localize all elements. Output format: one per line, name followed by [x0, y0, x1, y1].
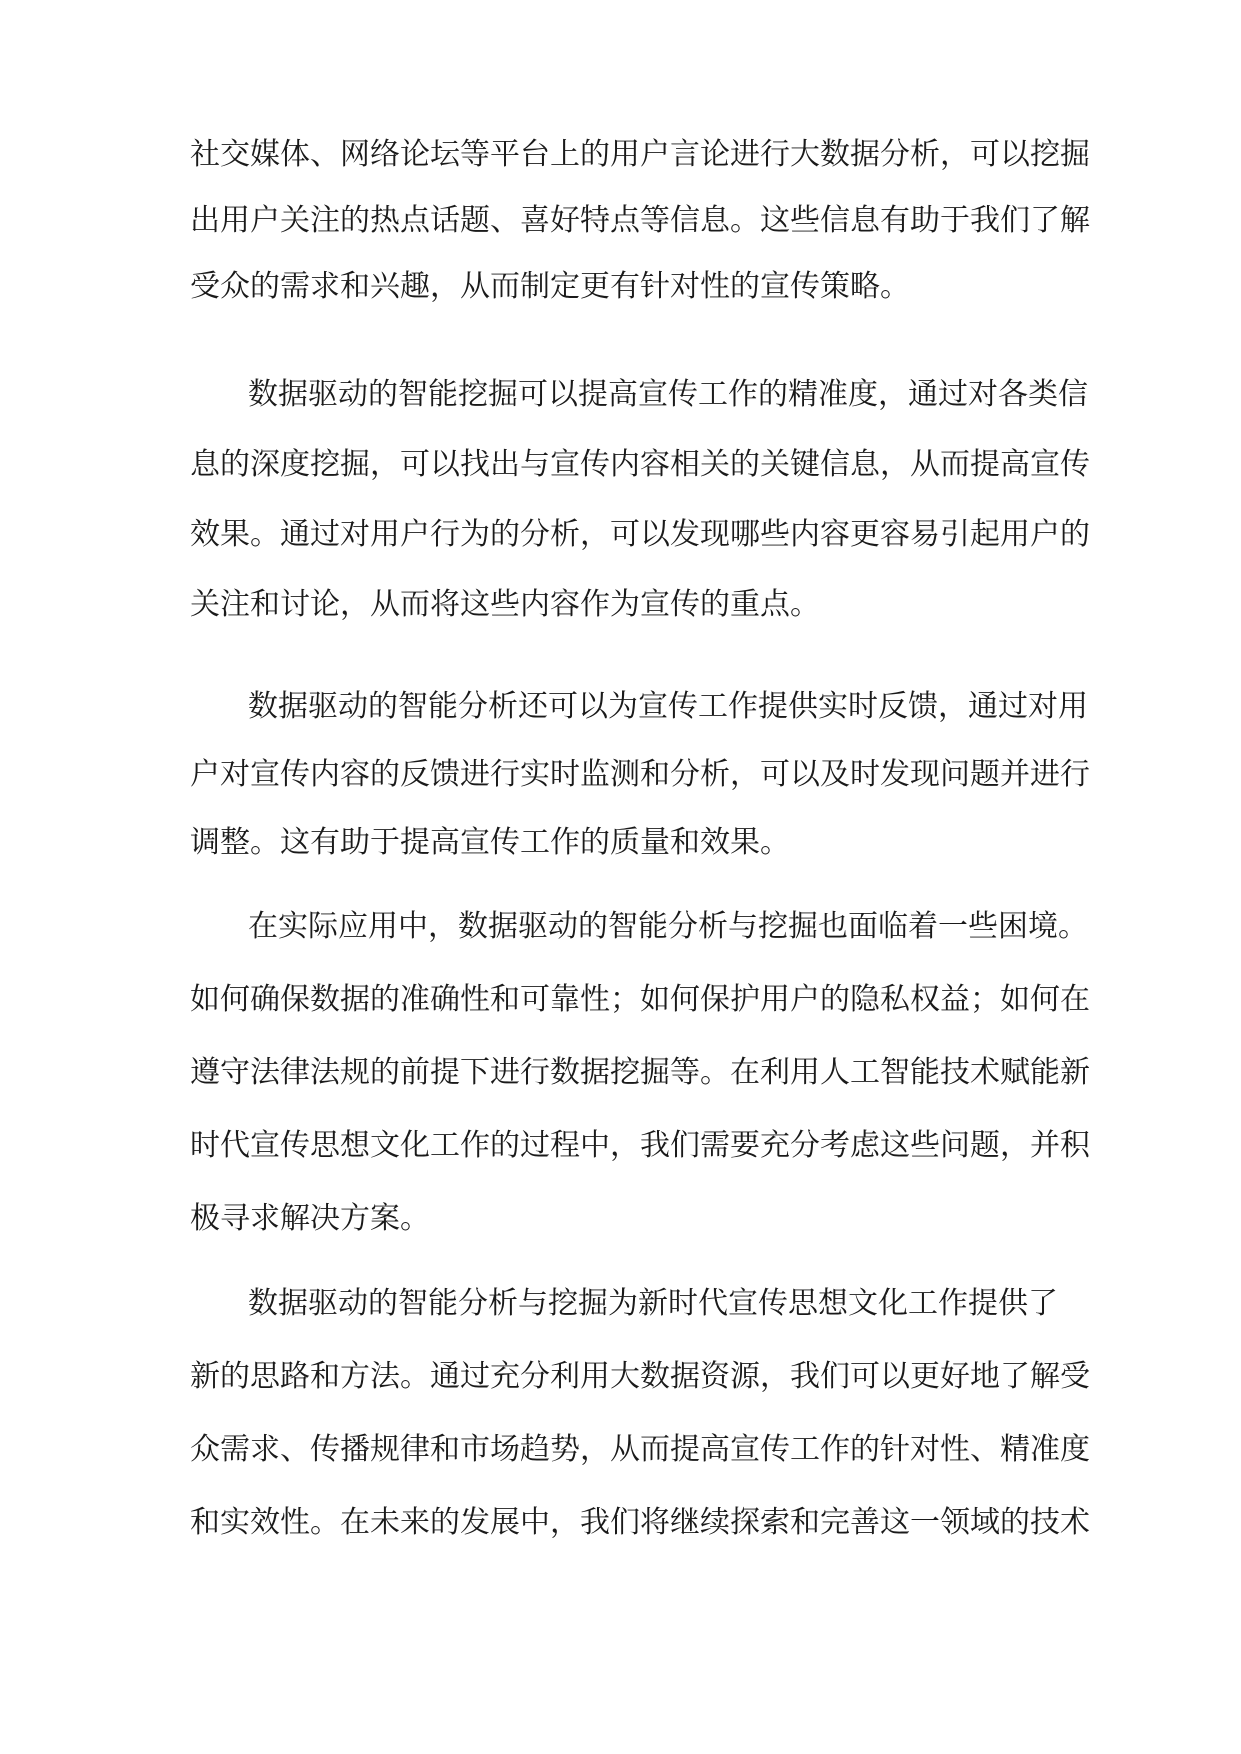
text-line: 遵守法律法规的前提下进行数据挖掘等。在利用人工智能技术赋能新 — [190, 1055, 1090, 1090]
paragraph-first-line: 数据驱动的智能分析与挖掘为新时代宣传思想文化工作提供了 — [248, 1286, 1058, 1321]
text-line: 社交媒体、网络论坛等平台上的用户言论进行大数据分析，可以挖掘 — [190, 137, 1090, 172]
text-line: 调整。这有助于提高宣传工作的质量和效果。 — [190, 825, 790, 860]
text-line: 如何确保数据的准确性和可靠性；如何保护用户的隐私权益；如何在 — [190, 982, 1090, 1017]
paragraph-first-line: 数据驱动的智能分析还可以为宣传工作提供实时反馈，通过对用 — [248, 689, 1088, 724]
paragraph-first-line: 在实际应用中，数据驱动的智能分析与挖掘也面临着一些困境。 — [248, 909, 1088, 944]
text-line: 效果。通过对用户行为的分析，可以发现哪些内容更容易引起用户的 — [190, 517, 1090, 552]
text-line: 受众的需求和兴趣，从而制定更有针对性的宣传策略。 — [190, 269, 910, 304]
text-line: 息的深度挖掘，可以找出与宣传内容相关的关键信息，从而提高宣传 — [190, 447, 1090, 482]
text-line: 出用户关注的热点话题、喜好特点等信息。这些信息有助于我们了解 — [190, 203, 1090, 238]
paragraph-first-line: 数据驱动的智能挖掘可以提高宣传工作的精准度，通过对各类信 — [248, 377, 1088, 412]
text-line: 和实效性。在未来的发展中，我们将继续探索和完善这一领域的技术 — [190, 1505, 1090, 1540]
text-line: 极寻求解决方案。 — [190, 1201, 430, 1236]
text-line: 新的思路和方法。通过充分利用大数据资源，我们可以更好地了解受 — [190, 1359, 1090, 1394]
text-line: 时代宣传思想文化工作的过程中，我们需要充分考虑这些问题，并积 — [190, 1128, 1090, 1163]
text-line: 户对宣传内容的反馈进行实时监测和分析，可以及时发现问题并进行 — [190, 757, 1090, 792]
text-line: 众需求、传播规律和市场趋势，从而提高宣传工作的针对性、精准度 — [190, 1432, 1090, 1467]
text-line: 关注和讨论，从而将这些内容作为宣传的重点。 — [190, 587, 820, 622]
